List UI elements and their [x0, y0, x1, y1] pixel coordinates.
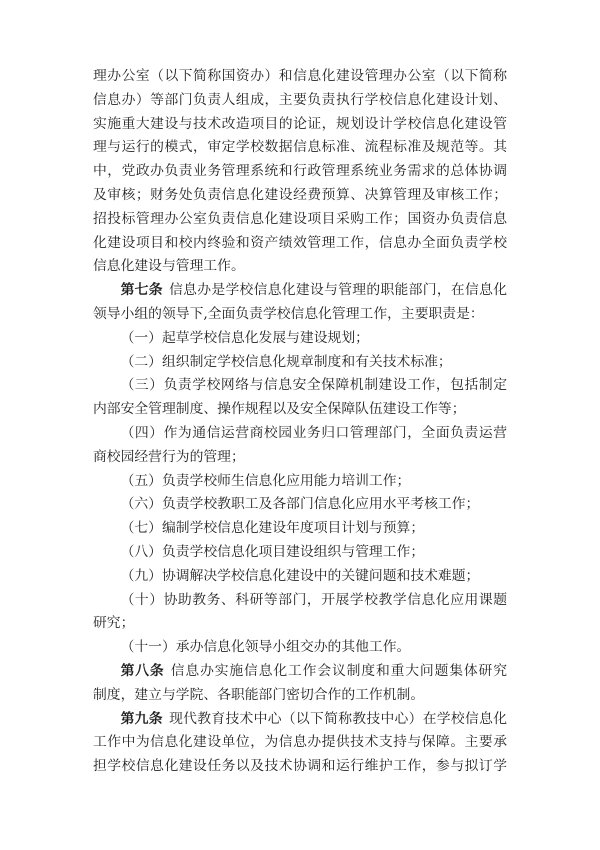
text-line: （七）编制学校信息化建设年度项目计划与预算；: [120, 520, 425, 537]
duty-item-2: [93, 351, 507, 375]
text-line: （八）负责学校信息化项目建设组织与管理工作；: [120, 543, 425, 560]
text-line: 担学校信息化建设任务以及技术协调和运行维护工作，参与拟订学: [93, 758, 507, 775]
continuation-paragraph: [93, 65, 507, 279]
text-line: （一）起草学校信息化发展与建设规划；: [120, 329, 369, 346]
text-line: （九）协调解决学校信息化建设中的关键问题和技术难题；: [120, 567, 480, 584]
text-line: （十一）承办信息化领导小组交办的其他工作。: [120, 639, 411, 656]
text-line: （十）协助教务、科研等部门，开展学校教学信息化应用课题: [120, 591, 507, 608]
text-line: 制度，建立与学院、各职能部门密切合作的工作机制。: [93, 686, 425, 703]
text-line: 招投标管理办公室负责信息化建设项目采购工作；国资办负责信息: [93, 210, 507, 227]
text-line: 信息办）等部门负责人组成，主要负责执行学校信息化建设计划、: [93, 91, 507, 108]
article-8: [93, 660, 507, 708]
text-line: 化建设项目和校内终验和资产绩效管理工作，信息办全面负责学校: [93, 234, 507, 251]
duty-item-7: [93, 517, 507, 541]
document-page: [93, 65, 507, 779]
article-number: 第九条: [120, 710, 163, 727]
text-line: 实施重大建设与技术改造项目的论证，规划设计学校信息化建设管: [93, 115, 507, 132]
article-9: [93, 708, 507, 779]
text-line: （六）负责学校教职工及各部门信息化应用水平考核工作；: [120, 496, 480, 513]
duty-item-11: [93, 636, 507, 660]
duty-item-8: [93, 541, 507, 565]
duty-item-3: [93, 374, 507, 422]
duty-item-10: [93, 589, 507, 637]
article-number: 第八条: [120, 662, 165, 679]
text-line: （五）负责学校师生信息化应用能力培训工作；: [120, 472, 411, 489]
text-line: 理与运行的模式，审定学校数据信息标准、流程标准及规范等。其: [93, 139, 507, 156]
text-line: 领导小组的领导下,全面负责学校信息化管理工作，主要职责是：: [93, 305, 484, 322]
text-line: 中，党政办负责业务管理系统和行政管理系统业务需求的总体协调: [93, 163, 507, 180]
text-line: 及审核；财务处负责信息化建设经费预算、决算管理及审核工作；: [93, 186, 507, 203]
article-text: 信息办实施信息化工作会议制度和重大问题集体研究: [170, 662, 507, 679]
article-text: 现代教育技术中心（以下简称教技中心）在学校信息化: [169, 710, 507, 727]
text-line: 工作中为信息化建设单位，为信息办提供技术支持与保障。主要承: [93, 734, 507, 751]
text-line: 研究；: [93, 615, 135, 632]
article-text: 信息办是学校信息化建设与管理的职能部门，在信息化: [169, 282, 507, 299]
text-line: （二）组织制定学校信息化规章制度和有关技术标准；: [120, 353, 452, 370]
text-line: 商校园经营行为的管理；: [93, 448, 245, 465]
article-7: [93, 279, 507, 327]
text-line: 信息化建设与管理工作。: [93, 258, 245, 275]
article-number: 第七条: [120, 282, 163, 299]
text-line: （四）作为通信运营商校园业务归口管理部门，全面负责运营: [120, 424, 507, 441]
text-line: [93, 708, 507, 732]
duty-item-9: [93, 565, 507, 589]
duty-item-5: [93, 470, 507, 494]
duty-item-1: [93, 327, 507, 351]
text-line: [93, 660, 507, 684]
text-line: 内部安全管理制度、操作规程以及安全保障队伍建设工作等；: [93, 401, 466, 418]
duty-item-6: [93, 493, 507, 517]
text-line: [93, 279, 507, 303]
duty-item-4: [93, 422, 507, 470]
text-line: （三）负责学校网络与信息安全保障机制建设工作，包括制定: [120, 377, 507, 394]
text-line: 理办公室（以下简称国资办）和信息化建设管理办公室（以下简称: [93, 68, 507, 84]
